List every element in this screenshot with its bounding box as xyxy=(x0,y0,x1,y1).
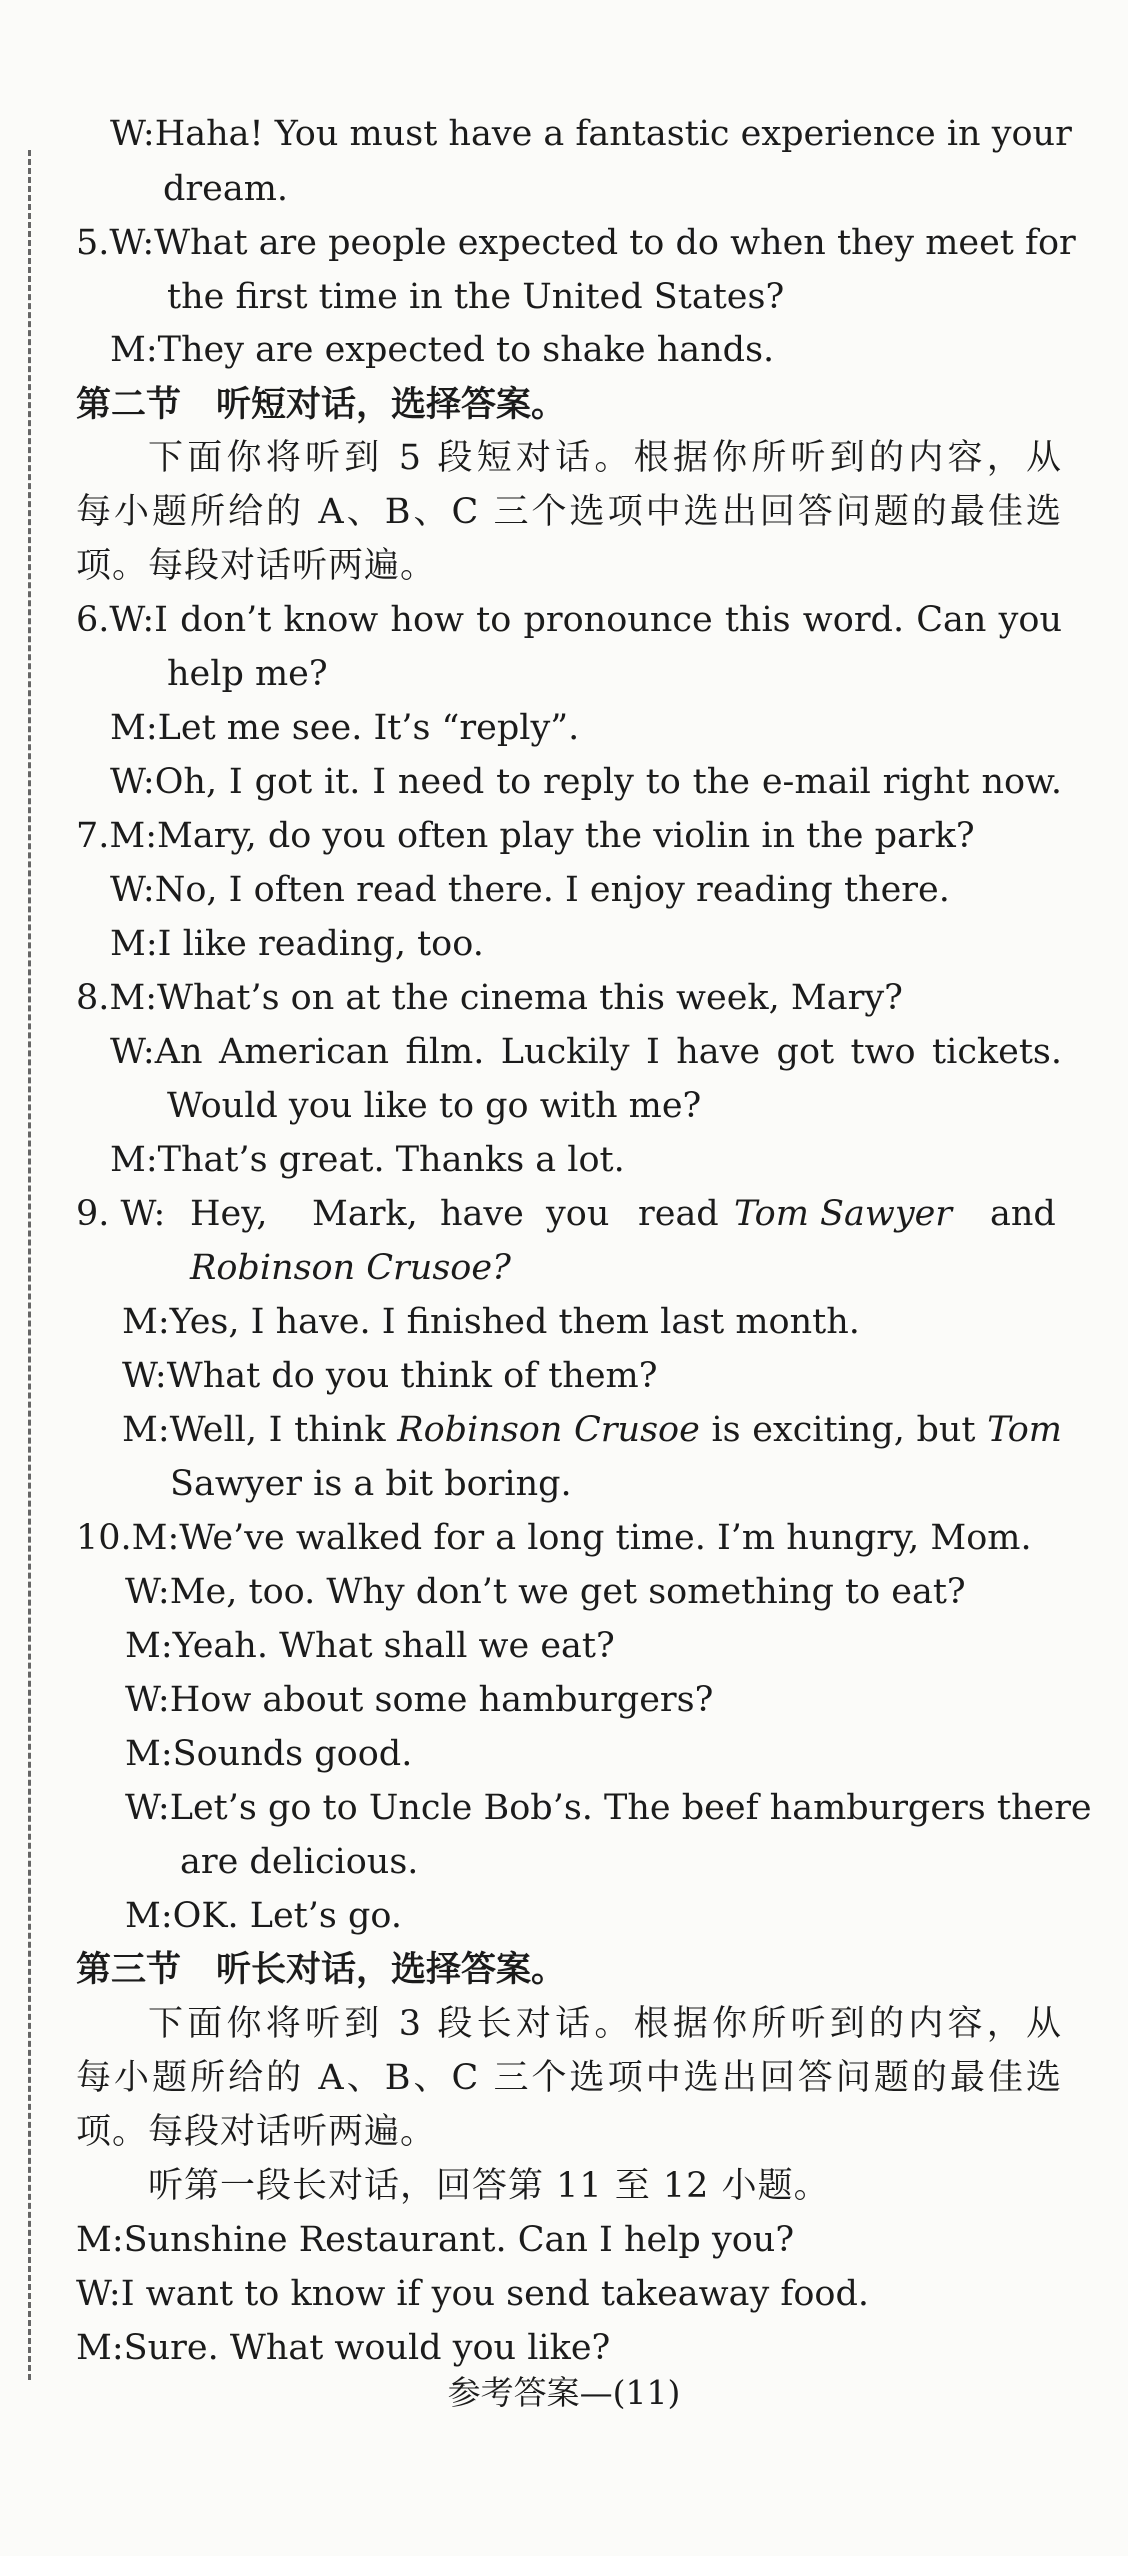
line25-pre: M:Well, I think xyxy=(122,1410,398,1450)
transcript-line: M:Yeah. What shall we eat? xyxy=(125,1626,615,1666)
transcript-line: W:Let’s go to Uncle Bob’s. The beef hamburgers there xyxy=(125,1788,1092,1828)
transcript-line: W:No, I often read there. I enjoy reading there. xyxy=(110,870,950,910)
transcript-line: W:An American film. Luckily I have got two tickets. xyxy=(110,1032,1062,1072)
transcript-line: Sawyer is a bit boring. xyxy=(170,1464,572,1504)
transcript-line: the first time in the United States? xyxy=(167,277,785,317)
transcript-line: M:Yes, I have. I finished them last month. xyxy=(122,1302,860,1342)
line9-word: have xyxy=(440,1194,524,1234)
line25-mid: is exciting, but xyxy=(699,1410,988,1450)
transcript-line: 项。每段对话听两遍。 xyxy=(76,546,437,586)
section-heading: 第三节 听长对话，选择答案。 xyxy=(76,1949,567,1990)
line9-word: and xyxy=(990,1194,1056,1234)
transcript-line: M:Sure. What would you like? xyxy=(76,2328,611,2368)
transcript-line: dream. xyxy=(163,169,289,209)
line25-title-1: Robinson Crusoe xyxy=(397,1410,700,1450)
transcript-line: Robinson Crusoe? xyxy=(190,1248,511,1288)
transcript-line: M:That’s great. Thanks a lot. xyxy=(110,1140,625,1180)
line9-word: Mark, xyxy=(312,1194,418,1234)
transcript-line: M:They are expected to shake hands. xyxy=(110,330,775,370)
transcript-line: M:Let me see. It’s “reply”. xyxy=(110,708,580,748)
dialogue-9-line-1 xyxy=(0,1187,1128,1241)
line9-word: you xyxy=(546,1194,610,1234)
transcript-line: 5.W:What are people expected to do when they meet for xyxy=(76,223,1076,263)
transcript-line: M:OK. Let’s go. xyxy=(125,1896,402,1936)
transcript-line: 7.M:Mary, do you often play the violin in the park? xyxy=(76,816,975,856)
page-footer: 参考答案—(11) xyxy=(447,2373,681,2412)
binding-dashed-line xyxy=(28,150,31,2380)
transcript-line: 项。每段对话听两遍。 xyxy=(76,2112,437,2152)
transcript-line: 8.M:What’s on at the cinema this week, Mary? xyxy=(76,978,903,1018)
transcript-line: 每小题所给的 A、B、C 三个选项中选出回答问题的最佳选 xyxy=(76,2058,1062,2098)
transcript-line: W:Me, too. Why don’t we get something to eat? xyxy=(125,1572,966,1612)
transcript-line: Would you like to go with me? xyxy=(167,1086,702,1126)
transcript-line: W:Haha! You must have a fantastic experience in your xyxy=(110,114,1072,154)
transcript-line: W:I want to know if you send takeaway food. xyxy=(76,2274,870,2314)
section-heading: 第二节 听短对话，选择答案。 xyxy=(76,384,567,425)
transcript-line: 10.M:We’ve walked for a long time. I’m hungry, Mom. xyxy=(76,1518,1032,1558)
line9-speaker: 9. W: xyxy=(76,1194,166,1234)
transcript-line: M:Sunshine Restaurant. Can I help you? xyxy=(76,2220,795,2260)
line9-book-title: Tom Sawyer xyxy=(734,1194,953,1234)
transcript-line: help me? xyxy=(167,654,328,694)
dialogue-9-line-5 xyxy=(122,1403,1062,1457)
transcript-line: M:Sounds good. xyxy=(125,1734,413,1774)
transcript-line: 6.W:I don’t know how to pronounce this word. Can you xyxy=(76,600,1062,640)
line9-word: Hey, xyxy=(190,1194,268,1234)
transcript-line: are delicious. xyxy=(180,1842,419,1882)
transcript-line: 听第一段长对话，回答第 11 至 12 小题。 xyxy=(148,2166,830,2206)
transcript-line: W:What do you think of them? xyxy=(122,1356,658,1396)
line25-title-2: Tom xyxy=(987,1410,1062,1450)
line9-word: read xyxy=(638,1194,719,1234)
transcript-line: W:How about some hamburgers? xyxy=(125,1680,714,1720)
transcript-line: M:I like reading, too. xyxy=(110,924,484,964)
transcript-line: 每小题所给的 A、B、C 三个选项中选出回答问题的最佳选 xyxy=(76,492,1062,532)
transcript-line: 下面你将听到 3 段长对话。根据你所听到的内容，从 xyxy=(148,2004,1062,2044)
transcript-line: W:Oh, I got it. I need to reply to the e-mail right now. xyxy=(110,762,1062,802)
transcript-line: 下面你将听到 5 段短对话。根据你所听到的内容，从 xyxy=(148,438,1062,478)
